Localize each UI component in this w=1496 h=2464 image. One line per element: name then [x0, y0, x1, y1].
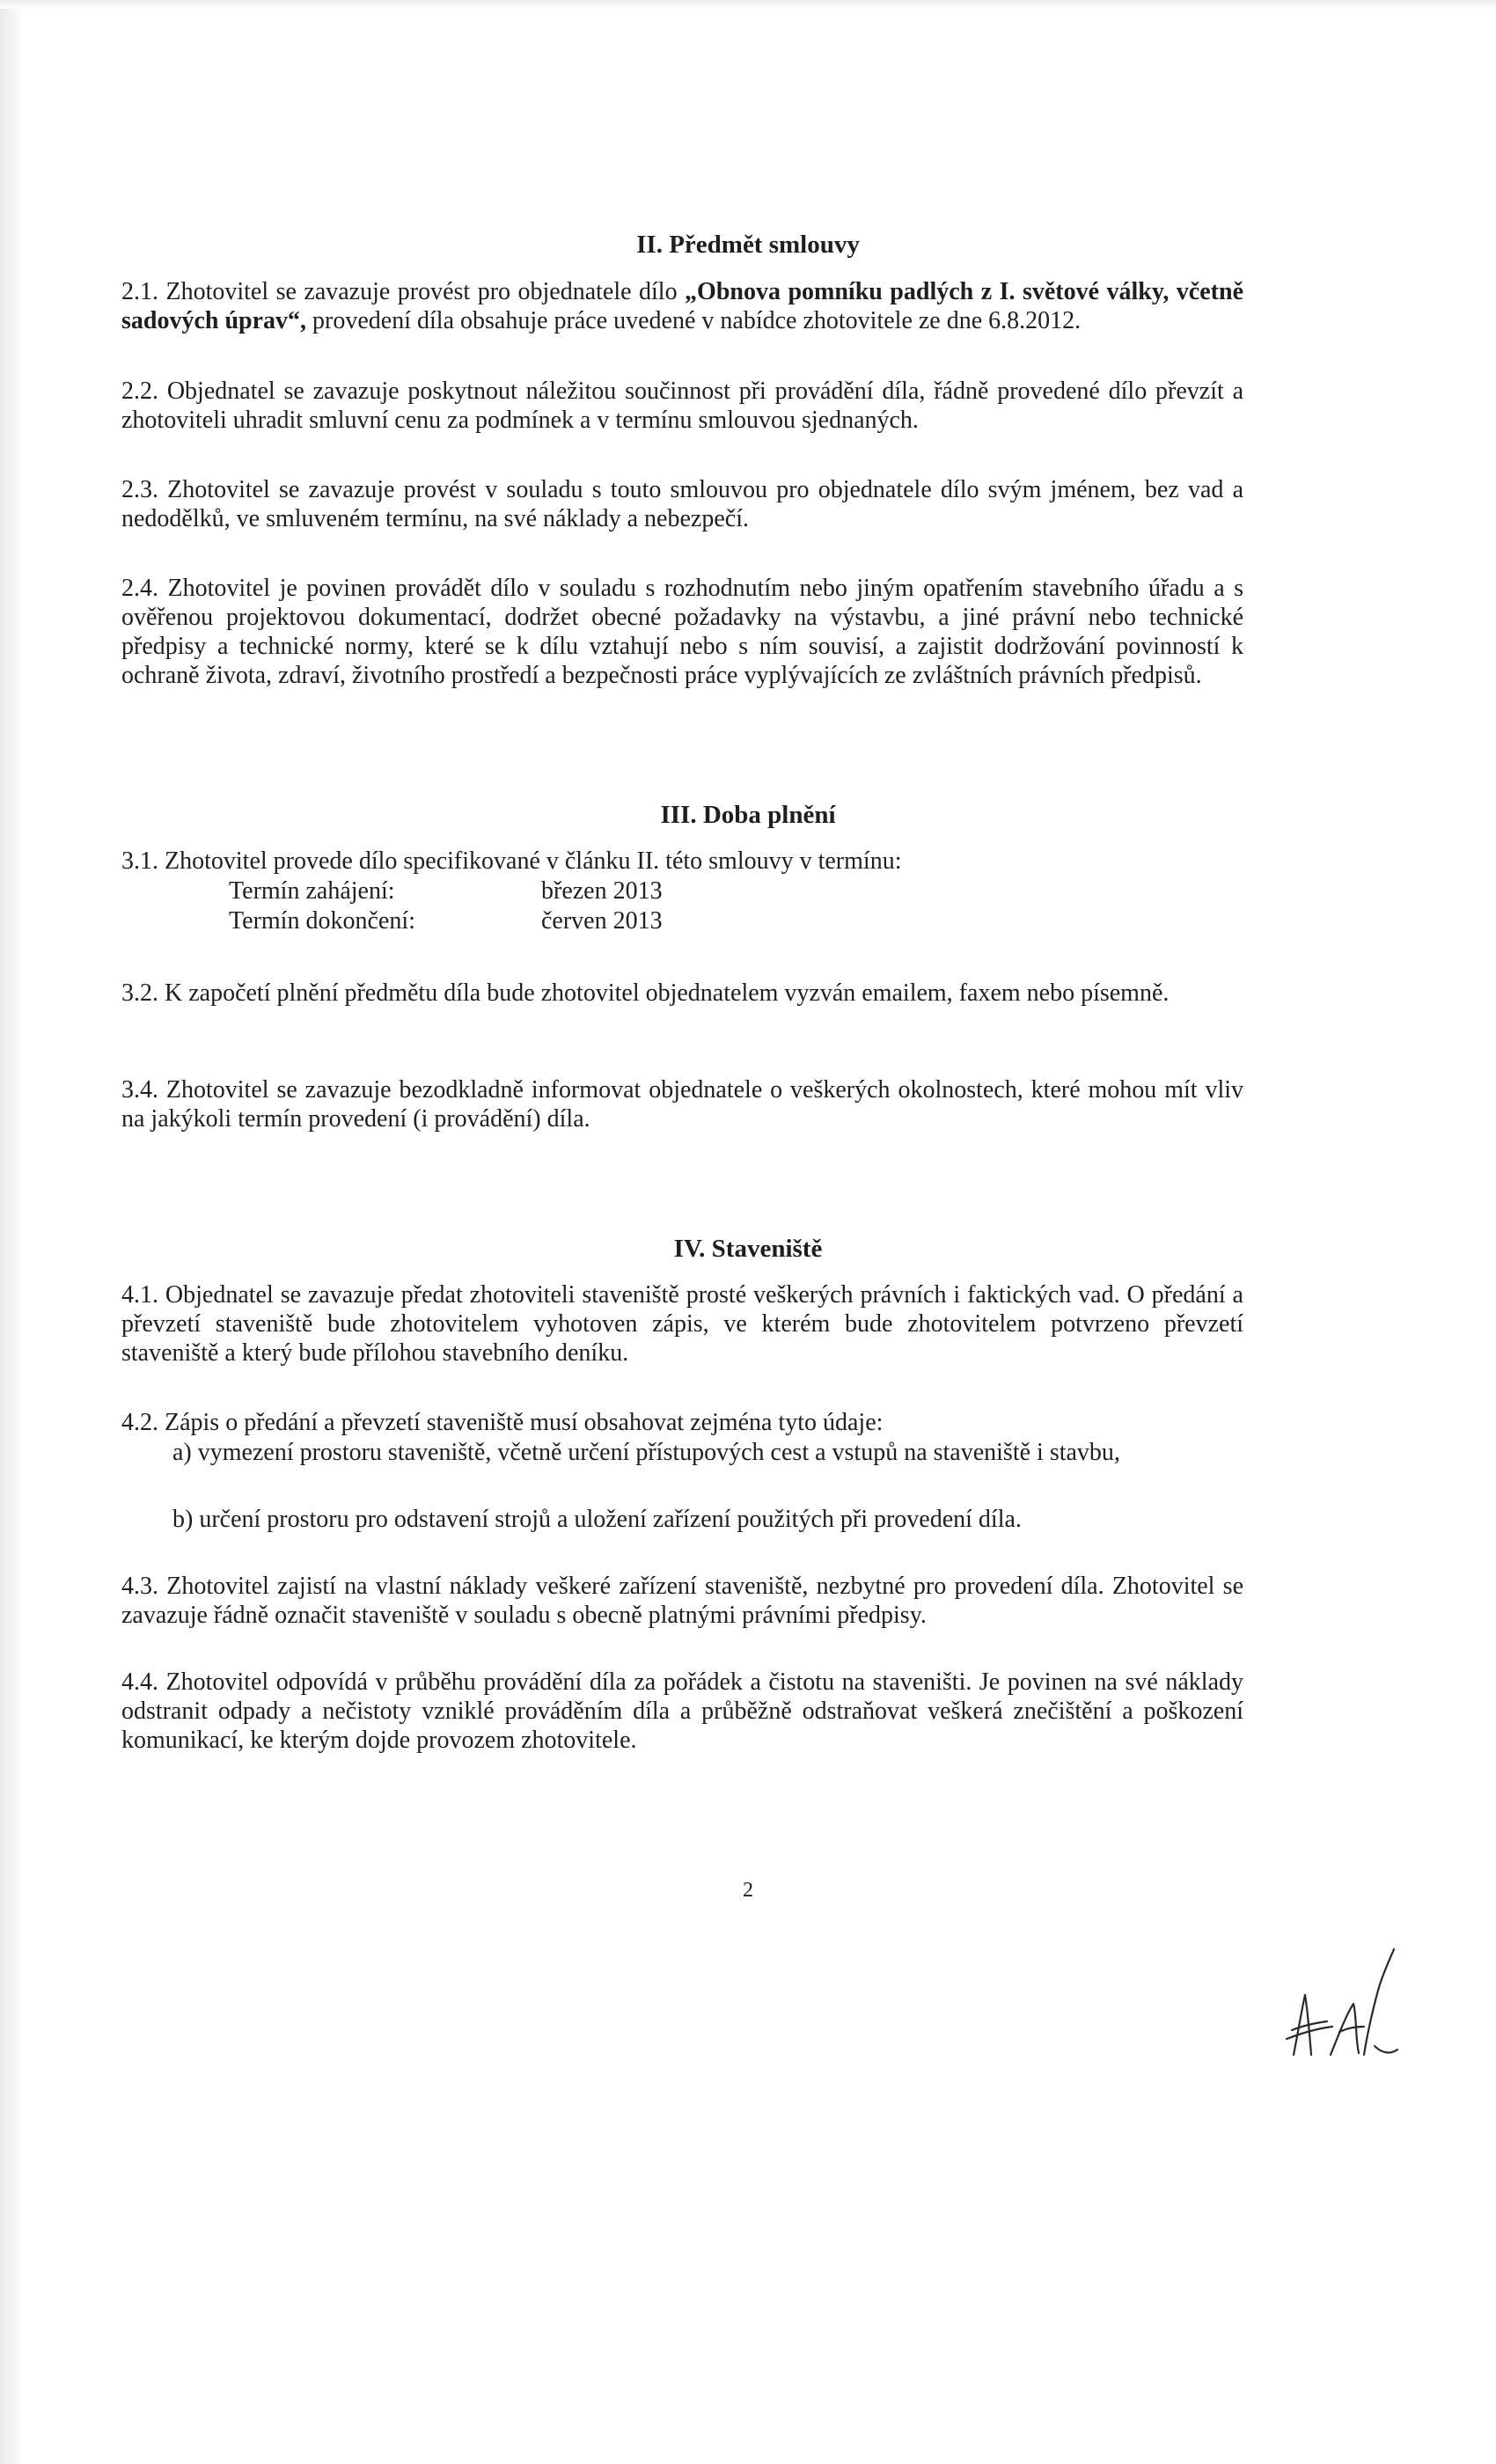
paragraph-4-1: 4.1. Objednatel se zavazuje předat zhotoviteli staveniště prosté veškerých právních i faktických vad. O předání a převzetí staveniště bude zhotovitelem vyhotoven zápis, ve kterém bude zhotovitelem potvrzeno převzetí staveniště a který bude přílohou stavebního deníku. — [121, 1281, 1243, 1367]
paragraph-3-2: 3.2. K započetí plnění předmětu díla bude zhotovitel objednatelem vyzván emailem, faxem nebo písemně. — [121, 979, 1170, 1007]
scan-edge-shadow-top — [0, 0, 1496, 9]
paragraph-2-1 — [121, 277, 1243, 335]
paragraph-2-4: 2.4. Zhotovitel je povinen provádět dílo v souladu s rozhodnutím nebo jiným opatřením stavebního úřadu a s ověřenou projektovou dokumentací, dodržet obecné požadavky na výstavbu, a jiné právní nebo technické předpisy a technické normy, které se k dílu vztahují nebo s ním souvisí, a zajistit dodržování povinností k ochraně života, zdraví, životního prostředí a bezpečnosti práce vyplývajících ze zvláštních právních předpisů. — [121, 575, 1243, 689]
paragraph-4-2-item-a: a) vymezení prostoru staveniště, včetně určení přístupových cest a vstupů na staveniště i stavbu, — [172, 1439, 1120, 1466]
paragraph-4-2: 4.2. Zápis o předání a převzetí staveniště musí obsahovat zejména tyto údaje: — [121, 1409, 884, 1436]
page-number: 2 — [743, 1879, 753, 1902]
handwritten-initials-signature — [1276, 1923, 1426, 2081]
paragraph-2-3: 2.3. Zhotovitel se zavazuje provést v souladu s touto smlouvou pro objednatele dílo svým jménem, bez vad a nedodělků, ve smluveném termínu, na své náklady a nebezpečí. — [121, 476, 1243, 532]
paragraph-2-1-bold-title: „Obnova pomníku padlých z I. světové války, včetně sadových úprav“, — [121, 278, 1243, 334]
end-date-value: červen 2013 — [541, 907, 663, 935]
paragraph-2-1-suffix: provedení díla obsahuje práce uvedené v nabídce zhotovitele ze dne 6.8.2012. — [306, 307, 1082, 334]
paragraph-2-2: 2.2. Objednatel se zavazuje poskytnout náležitou součinnost při provádění díla, řádně provedené dílo převzít a zhotoviteli uhradit smluvní cenu za podmínek a v termínu smlouvou sjednaných. — [121, 378, 1243, 434]
section-heading-predmet: II. Předmět smlouvy — [636, 231, 860, 259]
start-date-value: březen 2013 — [541, 877, 663, 905]
paragraph-2-1-prefix: 2.1. Zhotovitel se zavazuje provést pro objednatele dílo — [121, 278, 686, 305]
end-date-label: Termín dokončení: — [229, 907, 415, 935]
paragraph-3-4: 3.4. Zhotovitel se zavazuje bezodkladně informovat objednatele o veškerých okolnostech, které mohou mít vliv na jakýkoli termín provedení (i provádění) díla. — [121, 1076, 1243, 1133]
paragraph-4-3: 4.3. Zhotovitel zajistí na vlastní náklady veškeré zařízení staveniště, nezbytné pro provedení díla. Zhotovitel se zavazuje řádně označit staveniště v souladu s obecně platnými právními předpisy. — [121, 1573, 1243, 1629]
section-heading-doba-plneni: III. Doba plnění — [660, 801, 836, 829]
paragraph-4-4: 4.4. Zhotovitel odpovídá v průběhu provádění díla za pořádek a čistotu na staveništi. Je povinen na své náklady odstranit odpady a nečistoty vzniklé prováděním díla a průběžně odstraňovat veškerá znečištění a poškození komunikací, ke kterým dojde provozem zhotovitele. — [121, 1668, 1243, 1754]
paragraph-4-2-item-b: b) určení prostoru pro odstavení strojů a uložení zařízení použitých při provedení díla. — [172, 1506, 1022, 1533]
start-date-label: Termín zahájení: — [229, 877, 395, 905]
section-heading-staveniste: IV. Staveniště — [673, 1235, 823, 1263]
paragraph-3-1: 3.1. Zhotovitel provede dílo specifikované v článku II. této smlouvy v termínu: — [121, 847, 902, 875]
scan-edge-shadow — [0, 0, 23, 2464]
